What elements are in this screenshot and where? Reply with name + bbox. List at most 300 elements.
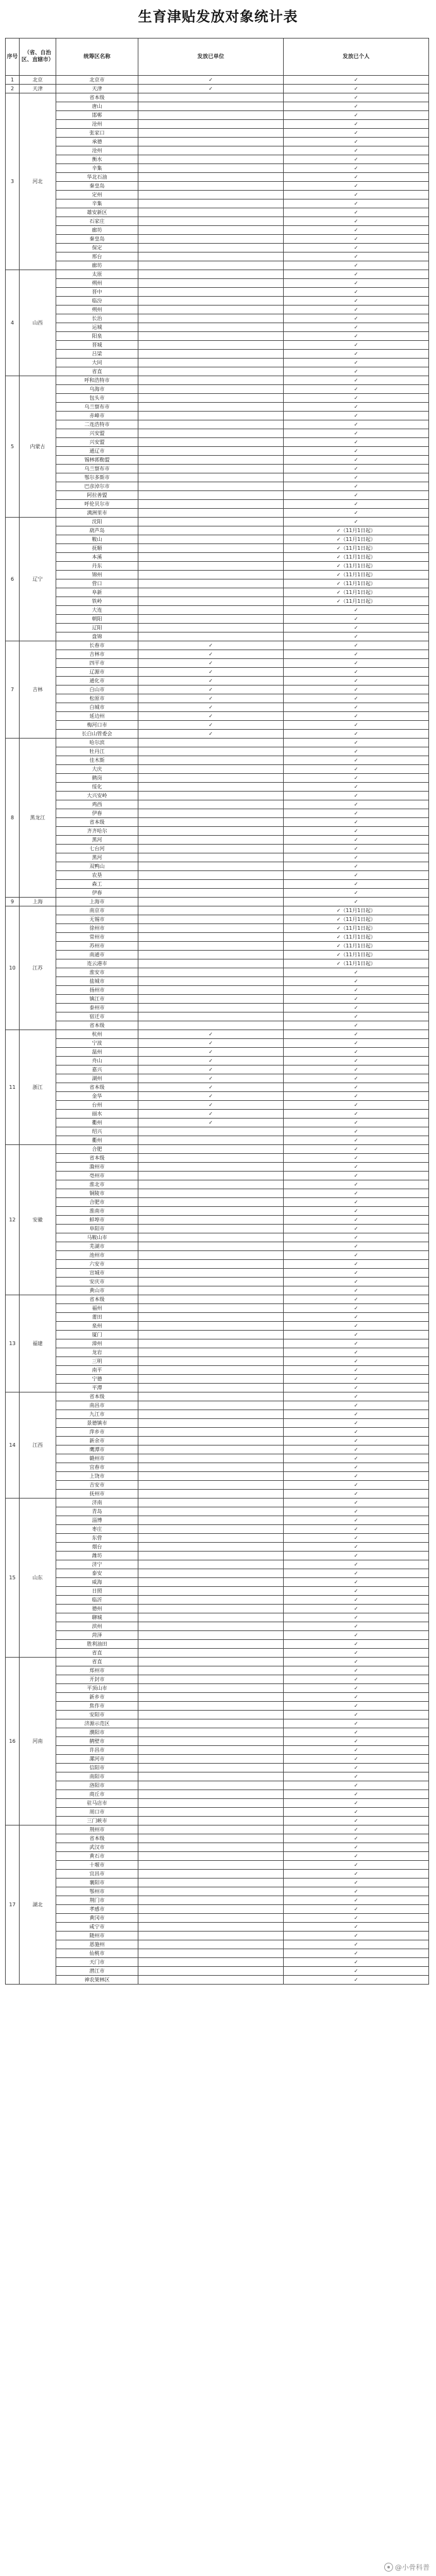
pref-cell: 二连浩特市 <box>56 420 138 429</box>
pref-cell: 扬州市 <box>56 986 138 995</box>
table-row <box>6 1879 429 1887</box>
person-cell: ✓ <box>284 394 429 403</box>
pref-cell: 青岛 <box>56 1507 138 1516</box>
pref-cell: 胜利油田 <box>56 1640 138 1649</box>
unit-cell <box>138 367 284 376</box>
table-row <box>6 579 429 588</box>
table-row <box>6 1339 429 1348</box>
person-cell: ✓ <box>284 1932 429 1940</box>
person-cell: ✓ <box>284 1887 429 1896</box>
unit-cell <box>138 420 284 429</box>
person-cell: ✓ <box>284 889 429 898</box>
table-row <box>6 1799 429 1808</box>
unit-cell <box>138 1428 284 1437</box>
pref-cell: 辛集 <box>56 164 138 173</box>
person-cell: ✓ <box>284 747 429 756</box>
pref-cell: 四平市 <box>56 659 138 668</box>
pref-cell: 省本级 <box>56 1295 138 1304</box>
pref-cell: 南阳市 <box>56 1772 138 1781</box>
table-row <box>6 677 429 686</box>
person-cell: ✓ <box>284 120 429 129</box>
person-cell: ✓ <box>284 677 429 686</box>
person-cell: ✓ <box>284 1410 429 1419</box>
unit-cell <box>138 1207 284 1216</box>
unit-cell <box>138 252 284 261</box>
table-row <box>6 818 429 827</box>
person-cell: ✓ <box>284 500 429 509</box>
province-cell: 浙江 <box>20 1030 56 1145</box>
person-cell: ✓ <box>284 1251 429 1260</box>
table-row <box>6 792 429 800</box>
unit-cell <box>138 1419 284 1428</box>
table-row <box>6 359 429 367</box>
unit-cell <box>138 1843 284 1852</box>
unit-cell <box>138 1490 284 1499</box>
unit-cell <box>138 1286 284 1295</box>
pref-cell: 盐城市 <box>56 977 138 986</box>
table-row <box>6 350 429 359</box>
unit-cell <box>138 332 284 341</box>
unit-cell <box>138 1004 284 1012</box>
unit-cell <box>138 1719 284 1728</box>
pref-cell: 烟台 <box>56 1543 138 1552</box>
table-row <box>6 765 429 774</box>
pref-cell: 沧州 <box>56 120 138 129</box>
pref-cell: 滨州 <box>56 1622 138 1631</box>
unit-cell <box>138 1543 284 1552</box>
pref-cell: 葫芦岛 <box>56 526 138 535</box>
table-row <box>6 562 429 571</box>
table-row <box>6 146 429 155</box>
person-cell: ✓ <box>284 632 429 641</box>
pref-cell: 济源示范区 <box>56 1719 138 1728</box>
unit-cell: ✓ <box>138 1030 284 1039</box>
person-cell: ✓ <box>284 686 429 694</box>
unit-cell <box>138 518 284 526</box>
table-row <box>6 465 429 473</box>
person-cell: ✓ <box>284 1119 429 1127</box>
unit-cell: ✓ <box>138 703 284 712</box>
pref-cell: 三明 <box>56 1357 138 1366</box>
unit-cell <box>138 1808 284 1817</box>
person-cell: ✓ <box>284 739 429 747</box>
unit-cell <box>138 509 284 518</box>
person-cell: ✓ <box>284 1021 429 1030</box>
person-cell: ✓ <box>284 1879 429 1887</box>
person-cell: ✓ <box>284 1825 429 1834</box>
unit-cell <box>138 1552 284 1560</box>
unit-cell <box>138 1967 284 1976</box>
pref-cell: 周口市 <box>56 1808 138 1817</box>
table-row <box>6 1180 429 1189</box>
pref-cell: 宜昌市 <box>56 1870 138 1879</box>
unit-cell: ✓ <box>138 686 284 694</box>
pref-cell: 锡林郭勒盟 <box>56 456 138 465</box>
pref-cell: 北京市 <box>56 76 138 85</box>
unit-cell <box>138 747 284 756</box>
table-row <box>6 1295 429 1304</box>
unit-cell <box>138 288 284 297</box>
person-cell: ✓ <box>284 1472 429 1481</box>
table-row <box>6 1578 429 1587</box>
table-row <box>6 1887 429 1896</box>
unit-cell <box>138 836 284 845</box>
person-cell: ✓ <box>284 1552 429 1560</box>
table-row <box>6 624 429 632</box>
table-row <box>6 1967 429 1976</box>
unit-cell <box>138 323 284 332</box>
table-row <box>6 571 429 579</box>
unit-cell <box>138 1825 284 1834</box>
table-row <box>6 1392 429 1401</box>
person-cell: ✓（11月1日起） <box>284 562 429 571</box>
unit-cell <box>138 208 284 217</box>
person-cell: ✓ <box>284 1065 429 1074</box>
table-row <box>6 889 429 898</box>
person-cell: ✓ <box>284 491 429 500</box>
person-cell: ✓ <box>284 252 429 261</box>
watermark-text: @小骨科普 <box>395 2563 430 2572</box>
unit-cell <box>138 1216 284 1225</box>
person-cell: ✓ <box>284 403 429 412</box>
person-cell: ✓ <box>284 518 429 526</box>
unit-cell <box>138 1012 284 1021</box>
pref-cell: 湖州 <box>56 1074 138 1083</box>
pref-cell: 上饶市 <box>56 1472 138 1481</box>
table-row <box>6 1127 429 1136</box>
table-row <box>6 111 429 120</box>
table-row <box>6 1914 429 1923</box>
unit-cell: ✓ <box>138 668 284 677</box>
table-row <box>6 968 429 977</box>
province-cell: 河北 <box>20 93 56 270</box>
table-row <box>6 1012 429 1021</box>
table-row <box>6 1693 429 1702</box>
person-cell: ✓ <box>284 429 429 438</box>
table-row <box>6 1534 429 1543</box>
person-cell: ✓ <box>284 111 429 120</box>
pref-cell: 省直 <box>56 1649 138 1658</box>
person-cell: ✓ <box>284 1127 429 1136</box>
person-cell: ✓ <box>284 1649 429 1658</box>
person-cell: ✓ <box>284 1401 429 1410</box>
person-cell: ✓ <box>284 93 429 102</box>
pref-cell: 三门峡市 <box>56 1817 138 1825</box>
pref-cell: 长春市 <box>56 641 138 650</box>
pref-cell: 蚌埠市 <box>56 1216 138 1225</box>
unit-cell: ✓ <box>138 641 284 650</box>
unit-cell <box>138 412 284 420</box>
unit-cell <box>138 1454 284 1463</box>
table-row <box>6 1154 429 1163</box>
table-row <box>6 535 429 544</box>
unit-cell <box>138 1366 284 1375</box>
person-cell: ✓ <box>284 1269 429 1278</box>
unit-cell <box>138 1251 284 1260</box>
table-row <box>6 1781 429 1790</box>
pref-cell: 抚顺 <box>56 544 138 553</box>
table-row <box>6 456 429 465</box>
person-cell: ✓ <box>284 1012 429 1021</box>
unit-cell <box>138 1870 284 1879</box>
person-cell: ✓ <box>284 306 429 314</box>
table-row <box>6 1454 429 1463</box>
unit-cell <box>138 597 284 606</box>
person-cell: ✓（11月1日起） <box>284 959 429 968</box>
unit-cell: ✓ <box>138 1039 284 1048</box>
person-cell: ✓ <box>284 606 429 615</box>
table-row <box>6 235 429 244</box>
table-row <box>6 1861 429 1870</box>
person-cell: ✓ <box>284 1074 429 1083</box>
pref-cell: 兴安盟 <box>56 429 138 438</box>
unit-cell <box>138 783 284 792</box>
pref-cell: 泰安 <box>56 1569 138 1578</box>
person-cell: ✓ <box>284 447 429 456</box>
unit-cell <box>138 995 284 1004</box>
table-row <box>6 1649 429 1658</box>
pref-cell: 亳州市 <box>56 1172 138 1180</box>
person-cell: ✓ <box>284 509 429 518</box>
unit-cell <box>138 456 284 465</box>
person-cell: ✓ <box>284 217 429 226</box>
pref-cell: 省本级 <box>56 818 138 827</box>
table-row <box>6 898 429 906</box>
pref-cell: 保定 <box>56 244 138 252</box>
person-cell: ✓ <box>284 1516 429 1525</box>
person-cell: ✓ <box>284 650 429 659</box>
person-cell: ✓ <box>284 1817 429 1825</box>
person-cell: ✓ <box>284 1958 429 1967</box>
pref-cell: 鞍山 <box>56 535 138 544</box>
table-row <box>6 1207 429 1216</box>
person-cell: ✓ <box>284 1375 429 1384</box>
table-row <box>6 1260 429 1269</box>
table-body <box>6 76 429 1985</box>
unit-cell <box>138 1021 284 1030</box>
person-cell: ✓（11月1日起） <box>284 915 429 924</box>
table-row <box>6 217 429 226</box>
pref-cell: 随州市 <box>56 1932 138 1940</box>
person-cell: ✓ <box>284 155 429 164</box>
person-cell: ✓ <box>284 314 429 323</box>
pref-cell: 鹰潭市 <box>56 1445 138 1454</box>
person-cell: ✓ <box>284 341 429 350</box>
person-cell: ✓ <box>284 712 429 721</box>
pref-cell: 朔州 <box>56 279 138 288</box>
table-row <box>6 367 429 376</box>
person-cell: ✓ <box>284 456 429 465</box>
person-cell: ✓ <box>284 703 429 712</box>
pref-cell: 滁州市 <box>56 1163 138 1172</box>
pref-cell: 阜阳市 <box>56 1225 138 1233</box>
table-row <box>6 1145 429 1154</box>
person-cell: ✓ <box>284 85 429 93</box>
table-row <box>6 385 429 394</box>
table-row <box>6 686 429 694</box>
pref-cell: 太原 <box>56 270 138 279</box>
person-cell: ✓ <box>284 385 429 394</box>
person-cell: ✓ <box>284 1331 429 1339</box>
pref-cell: 东营 <box>56 1534 138 1543</box>
person-cell: ✓ <box>284 1286 429 1295</box>
unit-cell <box>138 1790 284 1799</box>
table-row <box>6 924 429 933</box>
pref-cell: 省本级 <box>56 93 138 102</box>
pref-cell: 华北石油 <box>56 173 138 182</box>
pref-cell: 洛阳市 <box>56 1781 138 1790</box>
table-row <box>6 1622 429 1631</box>
table-row <box>6 986 429 995</box>
unit-cell <box>138 1189 284 1198</box>
header-province: （省、自治区、直辖市） <box>20 39 56 76</box>
table-row <box>6 1905 429 1914</box>
person-cell: ✓ <box>284 208 429 217</box>
table-row <box>6 1896 429 1905</box>
person-cell: ✓ <box>284 1799 429 1808</box>
unit-cell <box>138 1834 284 1843</box>
unit-cell <box>138 1896 284 1905</box>
unit-cell <box>138 827 284 836</box>
table-row <box>6 341 429 350</box>
table-row <box>6 1030 429 1039</box>
pref-cell: 温州 <box>56 1048 138 1057</box>
person-cell: ✓（11月1日起） <box>284 526 429 535</box>
unit-cell: ✓ <box>138 650 284 659</box>
pref-cell: 定州 <box>56 191 138 199</box>
unit-cell <box>138 1693 284 1702</box>
seq-cell: 1 <box>6 76 20 85</box>
person-cell: ✓ <box>284 792 429 800</box>
person-cell: ✓ <box>284 986 429 995</box>
unit-cell <box>138 1711 284 1719</box>
unit-cell <box>138 1799 284 1808</box>
person-cell: ✓ <box>284 1207 429 1216</box>
unit-cell <box>138 155 284 164</box>
table-row <box>6 1940 429 1949</box>
pref-cell: 威海 <box>56 1578 138 1587</box>
table-row <box>6 703 429 712</box>
table-row <box>6 553 429 562</box>
table-row <box>6 1613 429 1622</box>
unit-cell <box>138 376 284 385</box>
pref-cell: 廊坊 <box>56 261 138 270</box>
province-cell: 吉林 <box>20 641 56 739</box>
pref-cell: 沈阳 <box>56 518 138 526</box>
unit-cell <box>138 1172 284 1180</box>
header-unit: 发放已单位 <box>138 39 284 76</box>
person-cell: ✓ <box>284 1057 429 1065</box>
table-row <box>6 1764 429 1772</box>
unit-cell <box>138 447 284 456</box>
table-row <box>6 1658 429 1666</box>
person-cell: ✓ <box>284 1039 429 1048</box>
person-cell: ✓ <box>284 1004 429 1012</box>
unit-cell <box>138 1322 284 1331</box>
pref-cell: 衡水 <box>56 155 138 164</box>
person-cell: ✓（11月1日起） <box>284 535 429 544</box>
pref-cell: 无锡市 <box>56 915 138 924</box>
unit-cell <box>138 1976 284 1985</box>
province-cell: 安徽 <box>20 1145 56 1295</box>
pref-cell: 秦皇岛 <box>56 235 138 244</box>
pref-cell: 铜陵市 <box>56 1189 138 1198</box>
pref-cell: 镇江市 <box>56 995 138 1004</box>
unit-cell <box>138 1684 284 1693</box>
unit-cell <box>138 615 284 624</box>
person-cell: ✓ <box>284 350 429 359</box>
table-row <box>6 332 429 341</box>
pref-cell: 驻马店市 <box>56 1799 138 1808</box>
unit-cell <box>138 1675 284 1684</box>
person-cell: ✓ <box>284 1180 429 1189</box>
pref-cell: 黑河 <box>56 853 138 862</box>
person-cell: ✓ <box>284 1225 429 1233</box>
person-cell: ✓ <box>284 659 429 668</box>
pref-cell: 宣城市 <box>56 1269 138 1278</box>
person-cell: ✓ <box>284 1392 429 1401</box>
unit-cell: ✓ <box>138 730 284 739</box>
table-row <box>6 1136 429 1145</box>
province-cell: 北京 <box>20 76 56 85</box>
person-cell: ✓ <box>284 76 429 85</box>
pref-cell: 营口 <box>56 579 138 588</box>
unit-cell <box>138 279 284 288</box>
pref-cell: 淮安市 <box>56 968 138 977</box>
person-cell: ✓（11月1日起） <box>284 553 429 562</box>
table-row <box>6 827 429 836</box>
person-cell: ✓ <box>284 129 429 138</box>
pref-cell: 嘉兴 <box>56 1065 138 1074</box>
pref-cell: 黄冈市 <box>56 1914 138 1923</box>
unit-cell <box>138 986 284 995</box>
person-cell: ✓ <box>284 783 429 792</box>
pref-cell: 吉林市 <box>56 650 138 659</box>
pref-cell: 朔州 <box>56 306 138 314</box>
unit-cell <box>138 341 284 350</box>
unit-cell <box>138 818 284 827</box>
person-cell: ✓ <box>284 367 429 376</box>
person-cell: ✓（11月1日起） <box>284 597 429 606</box>
unit-cell: ✓ <box>138 1101 284 1110</box>
unit-cell: ✓ <box>138 1092 284 1101</box>
unit-cell: ✓ <box>138 1083 284 1092</box>
person-cell: ✓ <box>284 1048 429 1057</box>
weibo-logo-icon <box>384 2563 393 2572</box>
unit-cell <box>138 1401 284 1410</box>
unit-cell <box>138 1755 284 1764</box>
person-cell: ✓ <box>284 359 429 367</box>
table-row <box>6 1057 429 1065</box>
unit-cell <box>138 1525 284 1534</box>
unit-cell <box>138 182 284 191</box>
person-cell: ✓ <box>284 1843 429 1852</box>
table-row <box>6 1092 429 1101</box>
unit-cell <box>138 1392 284 1401</box>
pref-cell: 菏泽 <box>56 1631 138 1640</box>
person-cell: ✓ <box>284 968 429 977</box>
pref-cell: 平潭 <box>56 1384 138 1392</box>
table-row <box>6 1790 429 1799</box>
unit-cell <box>138 898 284 906</box>
pref-cell: 邢台 <box>56 252 138 261</box>
unit-cell <box>138 1781 284 1790</box>
unit-cell: ✓ <box>138 1074 284 1083</box>
table-row <box>6 279 429 288</box>
person-cell: ✓ <box>284 1437 429 1445</box>
pref-cell: 省直 <box>56 367 138 376</box>
pref-cell: 雄安新区 <box>56 208 138 217</box>
